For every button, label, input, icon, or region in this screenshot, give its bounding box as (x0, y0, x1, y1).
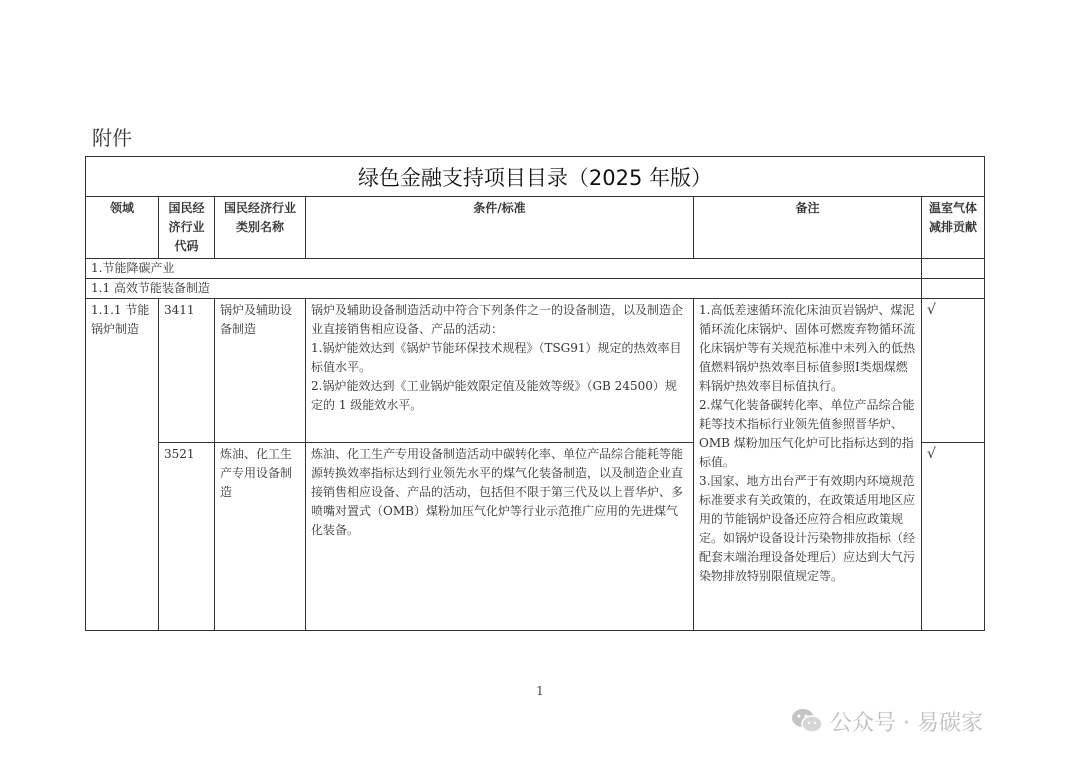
header-ghg: 温室气体减排贡献 (922, 197, 985, 259)
criteria-cell (306, 443, 694, 631)
watermark (790, 706, 983, 736)
header-field: 领域 (86, 197, 159, 259)
section-title-level1: 1.节能降碳产业 (86, 259, 922, 279)
page-number: 1 (536, 684, 544, 698)
section-row-level1 (86, 259, 985, 279)
table-row (86, 299, 985, 443)
remarks-cell (694, 299, 922, 631)
criteria-cell (306, 299, 694, 443)
catalog-table (85, 196, 985, 631)
criteria-paragraph: 1.锅炉能效达到《锅炉节能环保技术规程》（TSG91）规定的热效率目标值水平。 (311, 341, 682, 374)
header-code: 国民经济行业代码 (159, 197, 215, 259)
code-cell: 3521 (159, 443, 215, 631)
header-category: 国民经济行业类别名称 (215, 197, 306, 259)
remarks-paragraph: 3.国家、地方出台严于有效期内环境规范标准要求有关政策的，在政策适用地区应用的节能锅炉设备还应符合相应政策规定。如锅炉设备设计污染物排放指标（经配套末端治理设备处理后）应达到大气污染物排放特别限值规定等。 (699, 474, 916, 583)
watermark-text: 公众号 · 易碳家 (830, 710, 983, 736)
section-row-level2 (86, 279, 985, 299)
remarks-paragraph: 1.高低差速循环流化床油页岩锅炉、煤泥循环流化床锅炉、固体可燃废弃物循环流化床锅炉等有关规范标准中未列入的低热值燃料锅炉热效率目标值参照Ⅰ类烟煤燃料锅炉热效率目标值执行。 (699, 303, 916, 393)
table-title: 绿色金融支持项目目录（2025 年版） (85, 156, 985, 196)
criteria-paragraph: 2.锅炉能效达到《工业锅炉能效限定值及能效等级》（GB 24500）规定的 1 级能效水平。 (311, 379, 677, 412)
header-row (86, 197, 985, 259)
wechat-icon (790, 707, 824, 735)
section-title-level2: 1.1 高效节能装备制造 (86, 279, 922, 299)
attachment-label: 附件 (92, 126, 132, 150)
category-cell: 锅炉及辅助设备制造 (215, 299, 306, 443)
remarks-paragraph: 2.煤气化装备碳转化率、单位产品综合能耗等技术指标行业领先值参照晋华炉、OMB 煤粉加压气化炉可比指标达到的指标值。 (699, 398, 915, 469)
header-criteria: 条件/标准 (306, 197, 694, 259)
category-cell: 炼油、化工生产专用设备制造 (215, 443, 306, 631)
ghg-checkmark: √ (922, 443, 985, 631)
field-cell: 1.1.1 节能锅炉制造 (86, 299, 159, 631)
criteria-paragraph: 锅炉及辅助设备制造活动中符合下列条件之一的设备制造，以及制造企业直接销售相应设备、产品的活动： (311, 303, 684, 336)
ghg-checkmark: √ (922, 299, 985, 443)
code-cell: 3411 (159, 299, 215, 443)
section-empty-cell (922, 279, 985, 299)
criteria-paragraph: 炼油、化工生产专用设备制造活动中碳转化率、单位产品综合能耗等能源转换效率指标达到行业领先水平的煤气化装备制造，以及制造企业直接销售相应设备、产品的活动，包括但不限于第三代及以上晋华炉、多喷嘴对置式（OMB）煤粉加压气化炉等行业示范推广应用的先进煤气化装备。 (311, 447, 684, 537)
header-remarks: 备注 (694, 197, 922, 259)
section-empty-cell (922, 259, 985, 279)
